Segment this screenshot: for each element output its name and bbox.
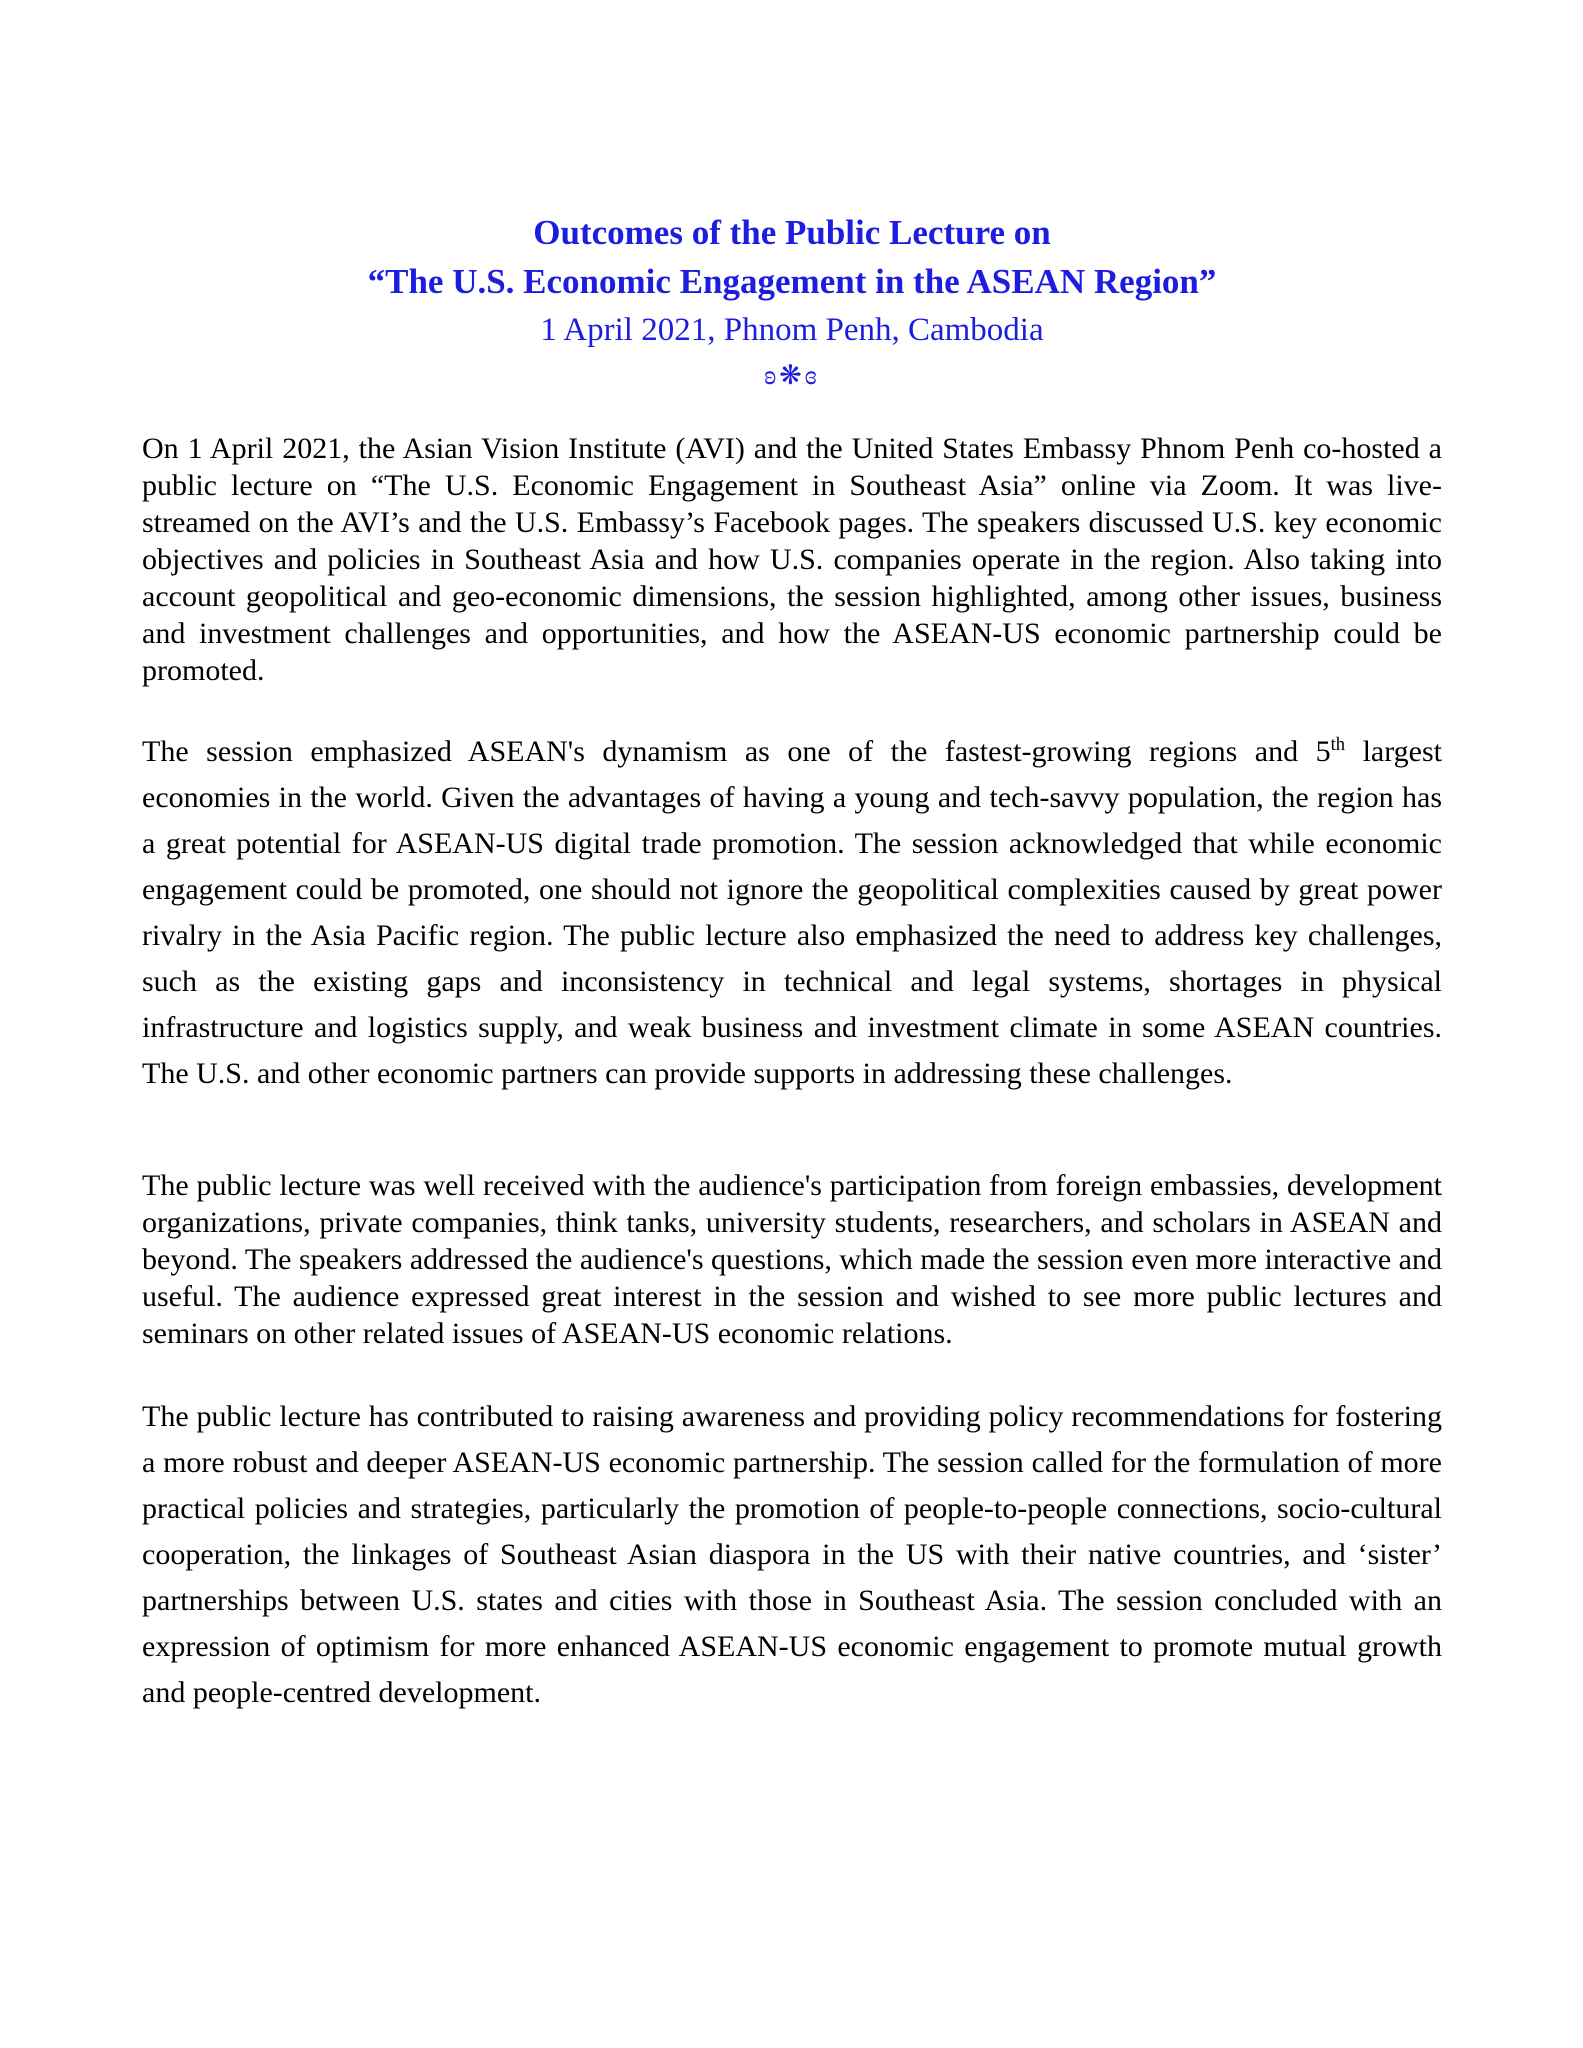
paragraph-2-text-before-superscript: The session emphasized ASEAN's dynamism as one of the fastest-growing regions and 5 <box>142 735 1331 768</box>
document-title-line1: Outcomes of the Public Lecture on <box>533 213 1051 252</box>
document-title-line2: “The U.S. Economic Engagement in the ASEAN Region” <box>367 262 1217 301</box>
paragraph-conclusion: The public lecture has contributed to raising awareness and providing policy recommendations for fostering a more robust and deeper ASEAN-US economic partnership. The session called for the formulation of more practical policies and strategies, particularly the promotion of people-to-people connections, socio-cultural cooperation, the linkages of Southeast Asian diaspora in the US with their native countries, and ‘sister’ partnerships between U.S. states and cities with those in Southeast Asia. The session concluded with an expression of optimism for more enhanced ASEAN-US economic engagement to promote mutual growth and people-centred development. <box>142 1400 1442 1709</box>
document-date-location: 1 April 2021, Phnom Penh, Cambodia <box>540 312 1044 348</box>
paragraph-audience-reception: The public lecture was well received with the audience's participation from foreign embassies, development organizations, private companies, think tanks, university students, researchers, and scholars in ASEAN and beyond. The speakers addressed the audience's questions, which made the session even more interactive and useful. The audience expressed great interest in the session and wished to see more public lectures and seminars on other related issues of ASEAN-US economic relations. <box>142 1169 1442 1350</box>
paragraph-introduction: On 1 April 2021, the Asian Vision Institute (AVI) and the United States Embassy Phnom Penh co-hosted a public lecture on “The U.S. Economic Engagement in Southeast Asia” online via Zoom. It was live-streamed on the AVI’s and the U.S. Embassy’s Facebook pages. The speakers discussed U.S. key economic objectives and policies in Southeast Asia and how U.S. companies operate in the region. Also taking into account geopolitical and geo-economic dimensions, the session highlighted, among other issues, business and investment challenges and opportunities, and how the ASEAN-US economic partnership could be promoted. <box>142 432 1442 687</box>
document-body <box>142 430 1442 1716</box>
title-block <box>142 208 1442 392</box>
ornament-divider-icon: ʚ❋ɞ <box>764 360 820 390</box>
ordinal-superscript: th <box>1330 734 1346 755</box>
paragraph-2-text-after-superscript: largest economies in the world. Given the advantages of having a young and tech-savvy population, the region has a great potential for ASEAN-US digital trade promotion. The session acknowledged that while economic engagement could be promoted, one should not ignore the geopolitical complexities caused by great power rivalry in the Asia Pacific region. The public lecture also emphasized the need to address key challenges, such as the existing gaps and inconsistency in technical and legal systems, shortages in physical infrastructure and logistics supply, and weak business and investment climate in some ASEAN countries. The U.S. and other economic partners can provide supports in addressing these challenges. <box>142 735 1442 1090</box>
paragraph-session-emphasis <box>142 729 1442 1097</box>
